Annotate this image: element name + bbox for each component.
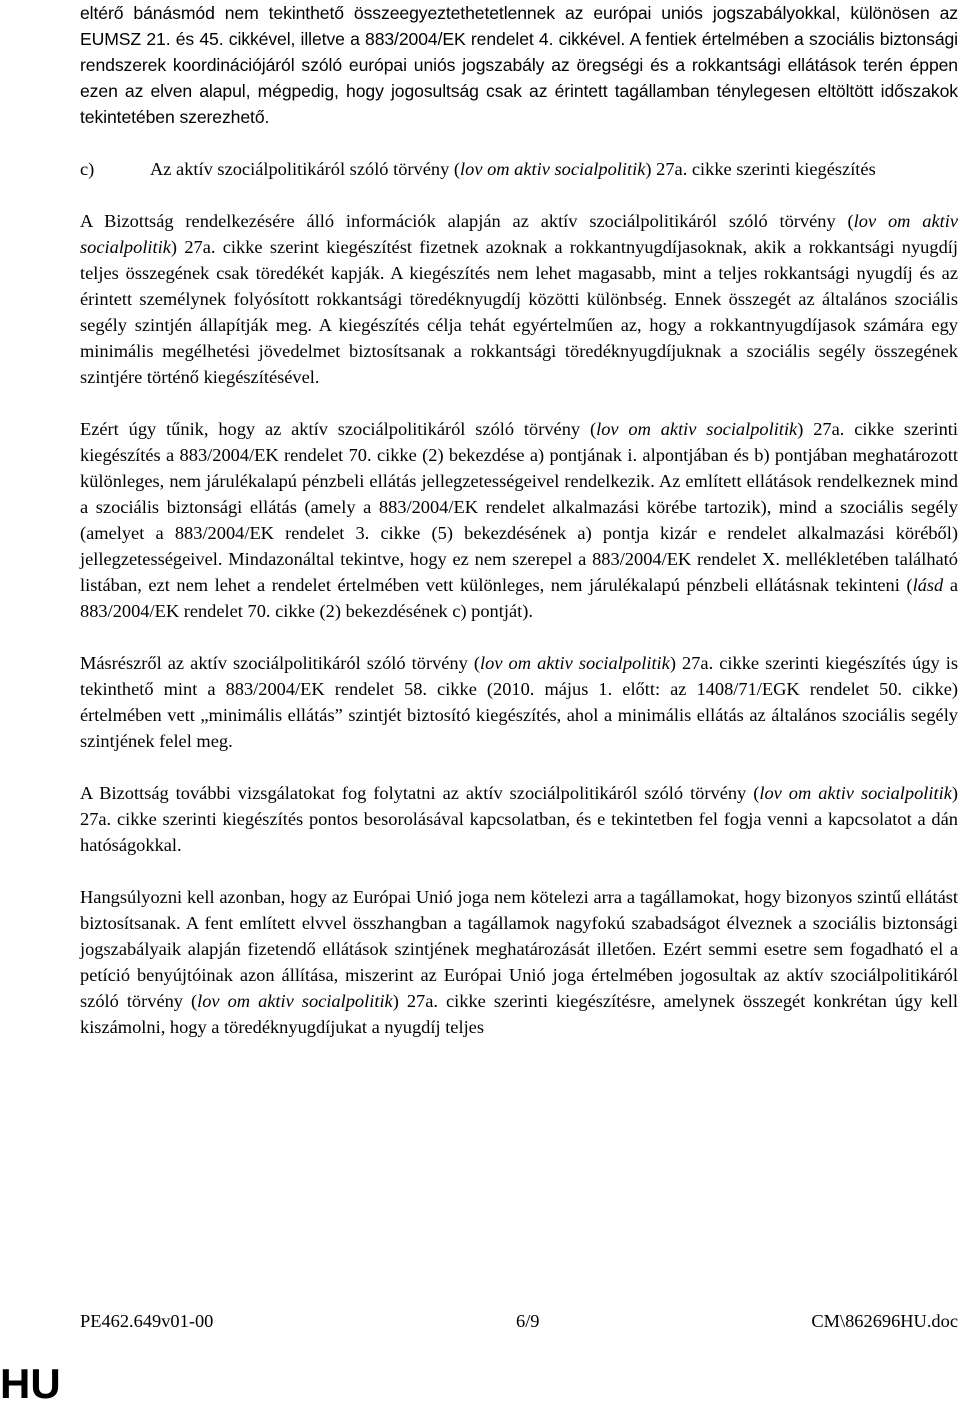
page-footer — [80, 1311, 958, 1341]
paragraph-1: A Bizottság rendelkezésére álló információk alapján az aktív szociálpolitikáról szóló törvény (lov om aktiv socialpolitik) 27a. cikke szerint kiegészítést fizetnek azoknak a rokkantnyugdíjasoknak, akik a rokkantsági nyugdíj teljes összegének csak töredékét kapják. A kiegészítés nem lehet magasabb, mint a teljes rokkantsági nyugdíj és az érintett személynek folyósított rokkantsági töredéknyugdíj közötti különbség. Ennek összegét az általános szociális segély szintjén állapítják meg. A kiegészítés célja tehát egyértelműen az, hogy a rokkantnyugdíjasok számára egy minimális megélhetési jövedelmet biztosítsanak a rokkantsági töredéknyugdíjuknak a szociális segély összegének szintjére történő kiegészítésével. — [80, 211, 958, 387]
paragraph-4: A Bizottság további vizsgálatokat fog folytatni az aktív szociálpolitikáról szóló törvény (lov om aktiv socialpolitik) 27a. cikke szerinti kiegészítés pontos besorolásával kapcsolatban, és e tekintetben fel fogja venni a kapcsolatot a dán hatóságokkal. — [80, 783, 958, 855]
document-body — [80, 0, 958, 1040]
language-code: HU — [0, 1360, 61, 1407]
section-title: Az aktív szociálpolitikáról szóló törvény (lov om aktiv socialpolitik) 27a. cikke szerinti kiegészítés — [150, 159, 876, 179]
paragraph-3: Másrészről az aktív szociálpolitikáról szóló törvény (lov om aktiv socialpolitik) 27a. cikke szerinti kiegészítés úgy is tekinthető mint a 883/2004/EK rendelet 58. cikke (2010. május 1. előtt: az 1408/71/EGK rendelet 50. cikke) értelmében vett „minimális ellátás” szintjét biztosító kiegészítés, ahol a minimális ellátás az általános szociális segély szintjének felel meg. — [80, 653, 958, 751]
footer-doc-id: CM\862696HU.doc — [811, 1311, 958, 1331]
footer-page-number: 6/9 — [516, 1311, 540, 1331]
section-heading-c — [80, 156, 958, 182]
footer-reference: PE462.649v01-00 — [80, 1311, 214, 1331]
paragraph-intro: eltérő bánásmód nem tekinthető összeegyeztethetetlennek az európai uniós jogszabályokkal, különösen az EUMSZ 21. és 45. cikkével, illetve a 883/2004/EK rendelet 4. cikkével. A fentiek értelmében a szociális biztonsági rendszerek koordinációjáról szóló európai uniós jogszabály az öregségi és a rokkantsági ellátások terén éppen ezen az elven alapul, mégpedig, hogy jogosultság csak az érintett tagállamban ténylegesen eltöltött időszakok tekintetében szerezhető. — [80, 3, 958, 127]
paragraph-5: Hangsúlyozni kell azonban, hogy az Európai Unió joga nem kötelezi arra a tagállamokat, hogy bizonyos szintű ellátást biztosítsanak. A fent említett elvvel összhangban a tagállamok nagyfokú szabadságot élveznek a szociális biztonsági jogszabályaik alapján fizetendő ellátások szintjének meghatározását illetően. Ezért semmi esetre sem fogadható el a petíció benyújtóinak azon állítása, miszerint az Európai Unió joga értelmében jogosultak az aktív szociálpolitikáról szóló törvény (lov om aktiv socialpolitik) 27a. cikke szerinti kiegészítésre, amelynek összegét konkrétan úgy kell kiszámolni, hogy a töredéknyugdíjukat a nyugdíj teljes — [80, 887, 958, 1037]
paragraph-2: Ezért úgy tűnik, hogy az aktív szociálpolitikáról szóló törvény (lov om aktiv socialpolitik) 27a. cikke szerinti kiegészítés a 883/2004/EK rendelet 70. cikke (2) bekezdése a) pontjának i. alpontjában és b) pontjában meghatározott különleges, nem járulékalapú pénzbeli ellátás jellegzetességeivel rendelkezik. Az említett ellátások rendelkeznek mind a szociális biztonsági ellátás (amely a 883/2004/EK rendelet alkalmazási körébe tartozik), mind a szociális segély (amelyet a 883/2004/EK rendelet 3. cikke (5) bekezdésének a) pontja kizár e rendelet alkalmazási köréből) jellegzetességeivel. Mindazonáltal tekintve, hogy ez nem szerepel a 883/2004/EK rendelet X. mellékletében található listában, ezt nem lehet a rendelet értelmében vett különleges, nem járulékalapú pénzbeli ellátásnak tekinteni (lásd a 883/2004/EK rendelet 70. cikke (2) bekezdésének c) pontját). — [80, 419, 959, 621]
section-label: c) — [80, 159, 95, 179]
